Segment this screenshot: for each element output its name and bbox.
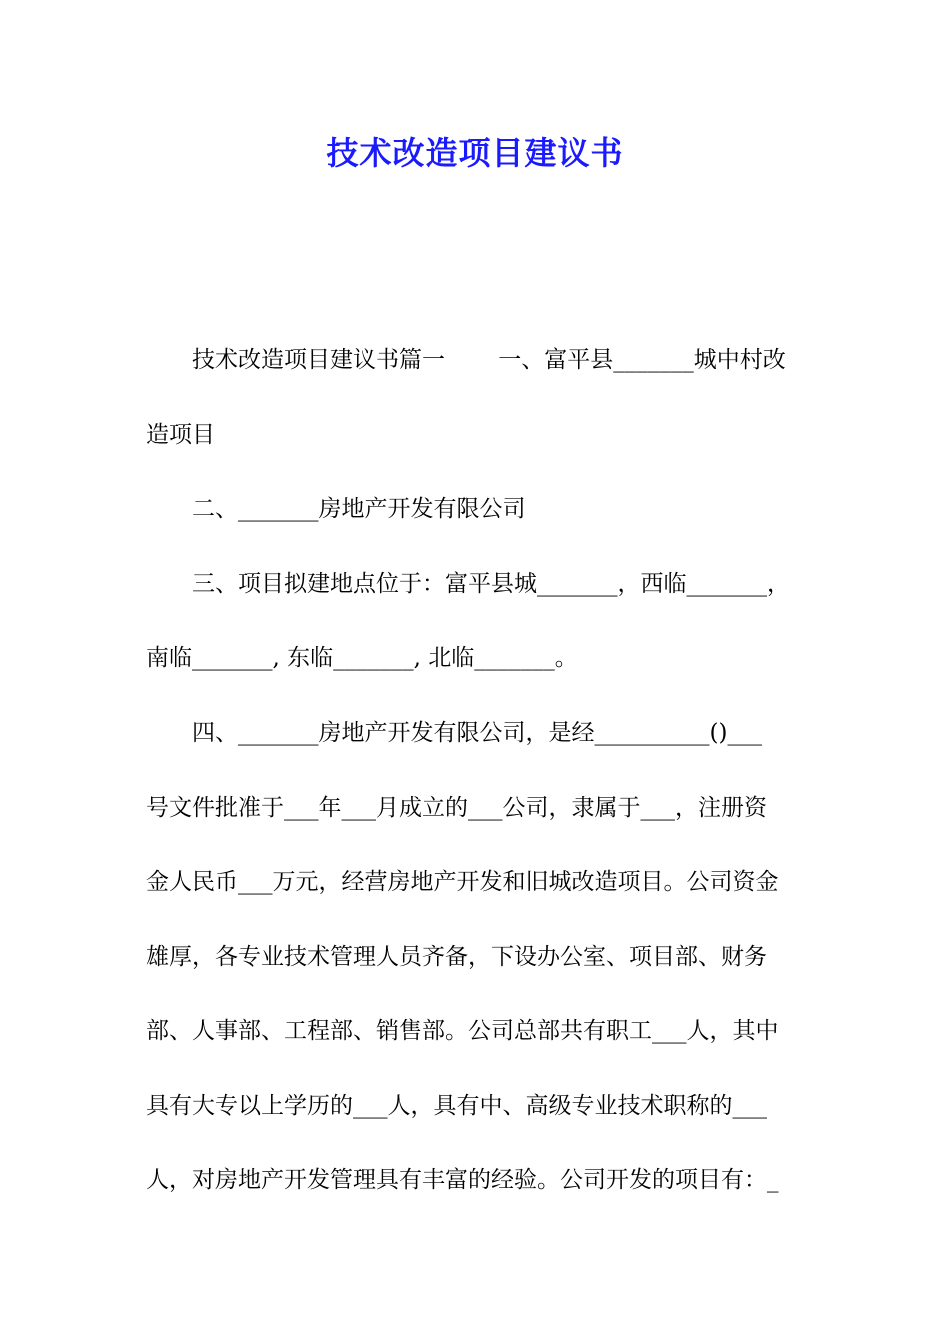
- paragraph-line: 南临_______, 东临_______, 北临_______。: [146, 645, 578, 671]
- paragraph-line: 人，对房地产开发管理具有丰富的经验。公司开发的项目有：_: [146, 1167, 779, 1193]
- paragraph-line: 四、_______房地产开发有限公司，是经__________()___: [192, 720, 762, 746]
- paragraph-line: 具有大专以上学历的___人，具有中、高级专业技术职称的___: [146, 1093, 767, 1119]
- paragraph-line: 金人民币___万元，经营房地产开发和旧城改造项目。公司资金: [146, 869, 779, 895]
- paragraph-line: 雄厚，各专业技术管理人员齐备，下设办公室、项目部、财务: [146, 944, 767, 970]
- paragraph-line: 部、人事部、工程部、销售部。公司总部共有职工___人，其中: [146, 1018, 779, 1044]
- paragraph-line: 号文件批准于___年___月成立的___公司，隶属于___，注册资: [146, 795, 767, 821]
- document-title: 技术改造项目建议书: [326, 134, 624, 172]
- paragraph-line: 造项目: [146, 422, 215, 448]
- paragraph-line: 技术改造项目建议书篇一 一、富平县_______城中村改: [192, 347, 786, 373]
- paragraph-line: 二、_______房地产开发有限公司: [192, 496, 526, 522]
- paragraph-line: 三、项目拟建地点位于：富平县城_______，西临_______，: [192, 571, 790, 597]
